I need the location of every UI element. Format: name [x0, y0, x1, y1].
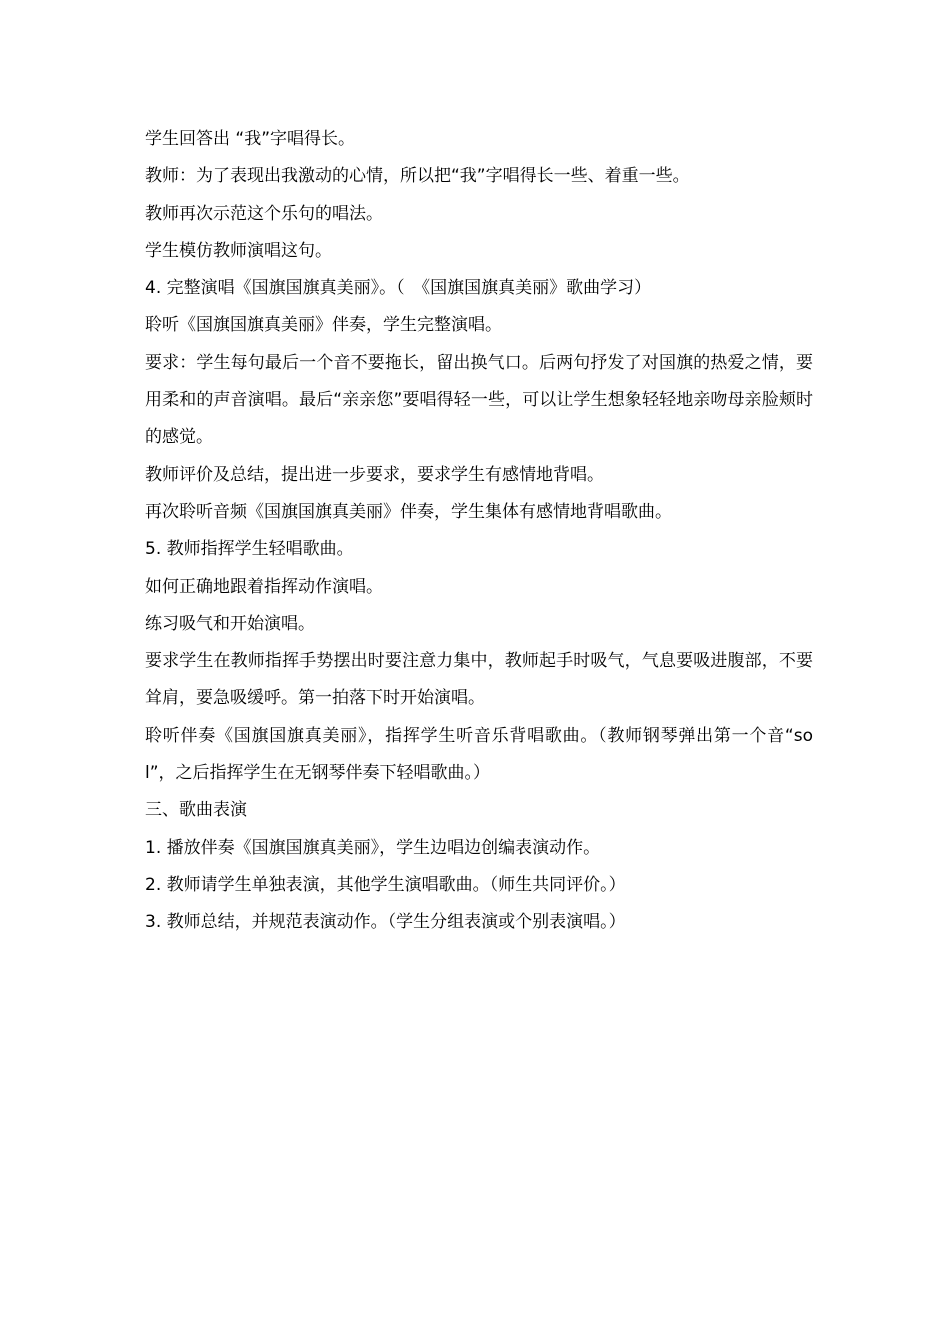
paragraph-performance-1: 1. 播放伴奏《国旗国旗真美丽》，学生边唱边创编表演动作。 [145, 837, 601, 858]
paragraph-teacher-demo: 教师再次示范这个乐句的唱法。 [145, 203, 383, 224]
paragraph-follow-conductor: 如何正确地跟着指挥动作演唱。 [145, 576, 383, 597]
paragraph-conducting-requirements: 要求学生在教师指挥手势摆出时要注意力集中，教师起手时吸气，气息要吸进腹部，不要耸肩，要急吸缓呼。第一拍落下时开始演唱。 [145, 651, 813, 709]
paragraph-teacher-explanation: 教师：为了表现出我激动的心情，所以把“我”字唱得长一些、着重一些。 [145, 166, 690, 187]
paragraph-listen-again: 再次聆听音频《国旗国旗真美丽》伴奏，学生集体有感情地背唱歌曲。 [145, 501, 672, 522]
paragraph-step-4: 4. 完整演唱《国旗国旗真美丽》。（ 《国旗国旗真美丽》歌曲学习） [145, 278, 652, 299]
paragraph-student-answer: 学生回答出 “我”字唱得长。 [145, 129, 356, 149]
paragraph-requirements: 要求：学生每句最后一个音不要拖长，留出换气口。后两句抒发了对国旗的热爱之情，要用柔和的声音演唱。最后“亲亲您”要唱得轻一些，可以让学生想象轻轻地亲吻母亲脸颊时的感觉。 [145, 352, 813, 448]
paragraph-performance-3: 3. 教师总结，并规范表演动作。（学生分组表演或个别表演唱。） [145, 912, 626, 933]
section-heading-song-performance: 三、歌曲表演 [145, 800, 247, 821]
paragraph-listen-accompaniment: 聆听《国旗国旗真美丽》伴奏，学生完整演唱。 [145, 315, 502, 336]
document-body [145, 121, 813, 942]
paragraph-teacher-evaluation: 教师评价及总结，提出进一步要求，要求学生有感情地背唱。 [145, 464, 604, 485]
paragraph-breathing-practice: 练习吸气和开始演唱。 [145, 613, 315, 634]
paragraph-performance-2: 2. 教师请学生单独表演，其他学生演唱歌曲。（师生共同评价。） [145, 874, 626, 895]
paragraph-step-5: 5. 教师指挥学生轻唱歌曲。 [145, 539, 354, 560]
paragraph-student-imitate: 学生模仿教师演唱这句。 [145, 240, 332, 261]
paragraph-listen-conduct: 聆听伴奏《国旗国旗真美丽》，指挥学生听音乐背唱歌曲。（教师钢琴弹出第一个音“sol”，之后指挥学生在无钢琴伴奏下轻唱歌曲。） [145, 725, 813, 784]
